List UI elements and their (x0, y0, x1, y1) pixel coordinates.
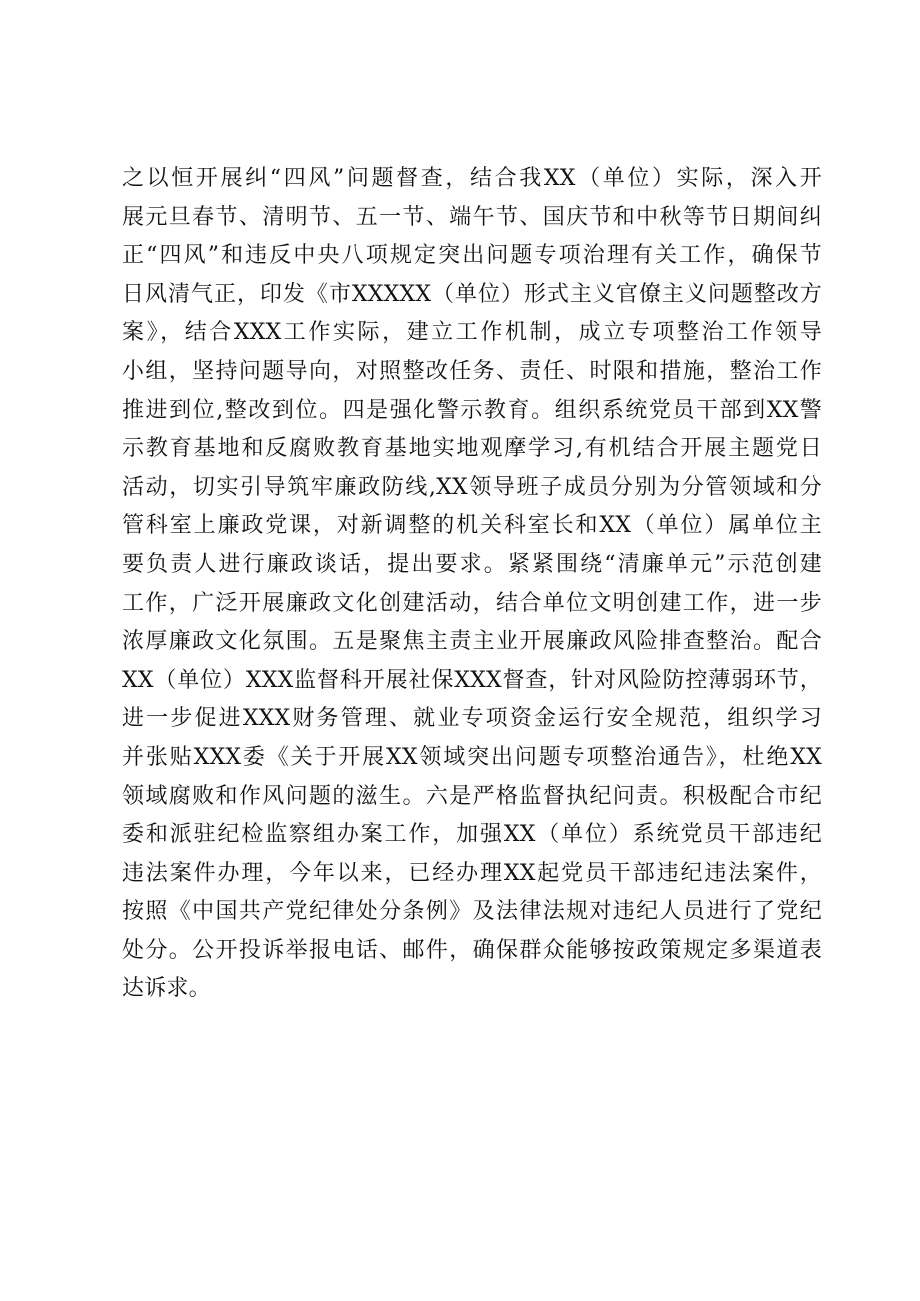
text-line-16: 并张贴XXX委《关于开展XX领域突出问题专项整治通告》，杜绝XX (122, 744, 822, 770)
text-line-8: 示教育基地和反腐败教育基地实地观摩学习,有机结合开展主题党日 (122, 436, 822, 462)
text-line-11: 要负责人进行廉政谈话，提出要求。紧紧围绕“清廉单元”示范创建 (122, 551, 822, 577)
text-line-21: 处分。公开投诉举报电话、邮件，确保群众能够按政策规定多渠道表 (122, 937, 822, 963)
text-line-7: 推进到位,整改到位。四是强化警示教育。组织系统党员干部到XX警 (122, 397, 822, 423)
text-line-20: 按照《中国共产党纪律处分条例》及法律法规对违纪人员进行了党纪 (122, 899, 822, 925)
text-line-9: 活动，切实引导筑牢廉政防线,XX领导班子成员分别为分管领域和分 (122, 474, 822, 500)
text-line-3: 正“四风”和违反中央八项规定突出问题专项治理有关工作，确保节 (122, 243, 822, 269)
text-line-2: 展元旦春节、清明节、五一节、端午节、国庆节和中秋等节日期间纠 (122, 204, 822, 230)
text-line-14: XX（单位）XXX监督科开展社保XXX督查，针对风险防控薄弱环节， (122, 667, 822, 693)
body-paragraph (122, 160, 822, 1009)
text-line-17: 领域腐败和作风问题的滋生。六是严格监督执纪问责。积极配合市纪 (122, 783, 822, 809)
text-line-6: 小组，坚持问题导向，对照整改任务、责任、时限和措施，整治工作 (122, 358, 822, 384)
text-line-13: 浓厚廉政文化氛围。五是聚焦主责主业开展廉政风险排查整治。配合 (122, 629, 822, 655)
text-line-22: 达诉求。 (122, 976, 211, 1002)
text-line-18: 委和派驻纪检监察组办案工作，加强XX（单位）系统党员干部违纪 (122, 822, 822, 848)
text-line-5: 案》，结合XXX工作实际，建立工作机制，成立专项整治工作领导 (122, 320, 822, 346)
text-line-19: 违法案件办理，今年以来，已经办理XX起党员干部违纪违法案件， (122, 860, 822, 886)
text-line-1: 之以恒开展纠“四风”问题督查，结合我XX（单位）实际，深入开 (122, 166, 822, 191)
text-line-10: 管科室上廉政党课，对新调整的机关科室长和XX（单位）属单位主 (122, 513, 822, 539)
text-line-4: 日风清气正，印发《市XXXXX（单位）形式主义官僚主义问题整改方 (122, 281, 822, 307)
text-line-15: 进一步促进XXX财务管理、就业专项资金运行安全规范，组织学习 (122, 706, 822, 732)
text-line-12: 工作，广泛开展廉政文化创建活动，结合单位文明创建工作，进一步 (122, 590, 822, 616)
